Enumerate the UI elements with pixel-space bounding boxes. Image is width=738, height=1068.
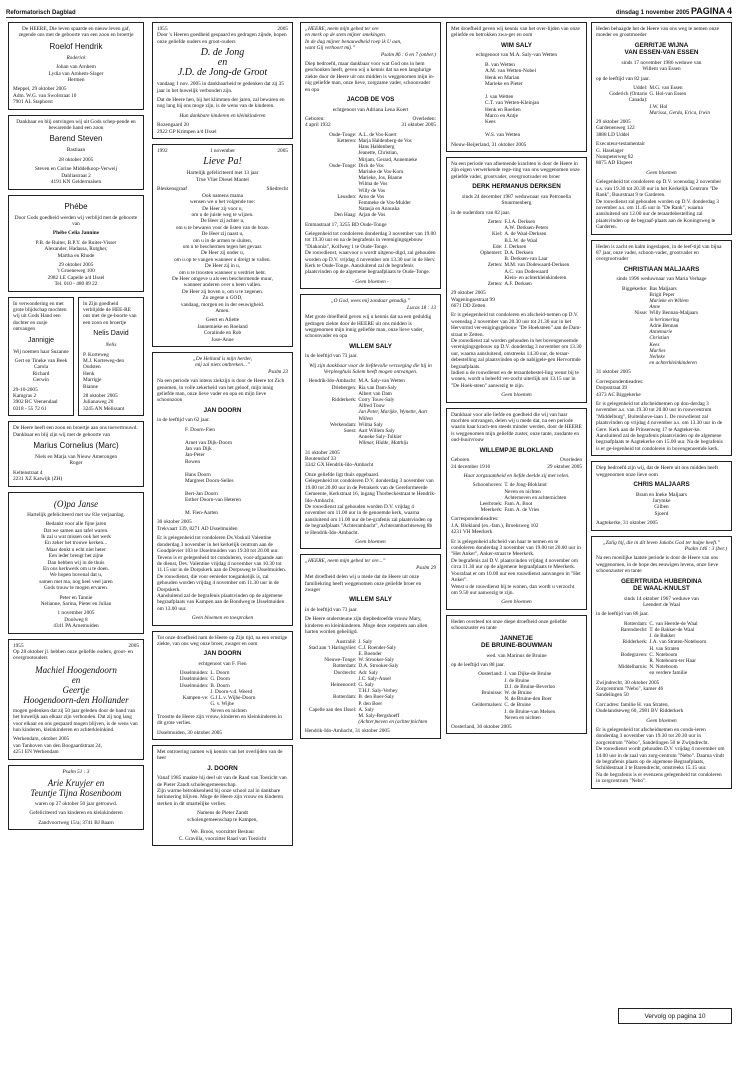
ad-correspondence: Executeur-testamentair G. Haselager Nunspeterweg 82 8075 AD Elspeet: [596, 141, 646, 167]
ad-subname: sinds 1996 weduwnaar van Maria Verhage: [616, 276, 707, 283]
ad-name: JANNETJE DE BRUINE-BOUWMAN: [480, 634, 552, 650]
ad-address: Keltenstraat 4 2231 XZ Katwijk (ZH): [13, 469, 63, 483]
ad-age: op de leeftijd van 82 jaar.: [596, 75, 650, 82]
ad-signature: Peter en Tannie Nelianne, Sarina, Pieter en Julian: [40, 594, 112, 607]
ad-name: GERRITJE WIJNA VAN ESSEN-VAN ESSEN: [624, 41, 699, 57]
ad-quote: „HEERE, neem mijn gebed ter ore en merk op de stem mijner smekingen. In de dag mijner benauwdheid roep ik U aan, want Gij verhoort mij.”: [305, 26, 402, 52]
ad-verse: Psalm 51 : 3: [62, 768, 90, 775]
ad-footer: - Geen bloemen -: [352, 278, 389, 285]
ad-name: Roelof Hendrik: [49, 41, 103, 51]
ad-intro: Met grote droefheid geven wij u kennis dat na een geduldig gedragen ziekte door de HEERE uit ons midden is weggenomen mijn innig geliefde man, onze lieve vader, schoonvader en opa: [305, 314, 432, 340]
ad-subname: echtgenoot van Adriana Lena Koert: [332, 106, 409, 113]
ad-signature: Geert en Aliette Jannemieke en Roeland Coralinde en Rob Jose-Anne: [197, 317, 248, 343]
anniversary-ad-hoogendoorn: [8, 639, 144, 760]
ad-fullname: Phébe Celia Jannine: [52, 230, 100, 237]
ad-intro: Met droefheid geven wij kennis van het over-lijden van onze geliefde en betrokken zwa-ger en oom: [451, 26, 580, 39]
ad-address: IJsselmuiden, 30 oktober 2005: [157, 729, 223, 736]
ad-intro: Op 28 oktober jl. hebben onze geliefde ouders, groot- en overgrootouders: [13, 649, 133, 662]
ad-name: JACOB DE VOS: [346, 96, 395, 104]
ad-body: Er is gelegenheid afscheid van haar te nemen en te condoleren donderdag 3 november van 19.00 tot 20.00 uur in "Het Anker", Anker-straat te Meerkerk. De begrafenis zal D.V. plaatsvinden vrijdag 4 november om circa 11.30 uur op de algemene begraafplaats te Meerkerk. Voorafaat er om 10.00 uur een rouwdienst aanvangen in "Het Anker". Wenst u de rouwdienst bij te wonen, dan wordt u verzocht om 9.50 uur aanwezig te zijn.: [451, 538, 581, 596]
ad-address: Zandvoortweg 15/a; 3741 BJ Baarn: [38, 819, 114, 826]
ad-intro: Door Gods goedheid werden wij verblijd met de geboorte van: [14, 214, 138, 227]
ad-subname: sinds 17 november 1986 weduwe van Willem van Essen: [621, 59, 702, 73]
birth-ads-pair: [8, 297, 144, 422]
ad-subname: Nelis: [105, 342, 117, 349]
obituary-ad-derksen: [446, 157, 587, 403]
ad-family: B. van Wetten A.M. van Wetten-Nobel Henk en Marian Marieke en Pieter J. van Wetten C.T. van Wetten-Kleinjan Henk en Roelien Marco en Antje Kees W.S. van Wetten: [485, 61, 540, 139]
ad-quote: „HEERE, neem mijn gebed ter ore...”: [305, 558, 386, 565]
ad-name: Machiel Hoogendoorn en Geertje Hoogendoorn-den Hollander: [23, 664, 129, 705]
ad-name: CHRIS MALJAARS: [633, 481, 690, 488]
ad-quote-ref: Psalm 146 : 3 (ber.): [684, 545, 727, 552]
ad-name: Lieve Pa!: [203, 156, 242, 168]
ad-address: 28 oktober 2005 Julianaweg 20 3245 AN Melissant: [83, 393, 125, 412]
ad-age: in de leeftijd van 73 jaar.: [305, 606, 358, 613]
birth-ad-roelof: [8, 22, 144, 110]
continued-on-page-link[interactable]: [618, 1008, 732, 1024]
ad-address: Nieuw-Beijerland, 31 oktober 2005: [451, 141, 527, 148]
ad-body: Gelegenheid tot condoleren donderdag 3 november van 19.00 tot 19.30 uur en na de begrafenis in verenigingsgebouw "Diakonia", Kolfweg 1 te Oude-Tonge. De rouwdienst, waarvoor u wordt uitgeno-digd, zal gehouden worden op D.V. vrijdag 4 november om 13.30 uur in de Herv. Kerk te Oude-Tonge. Aansluitend zal de begrafenis plaatsvinden op de algemene begraafplaats te Oude-Tonge.: [305, 231, 436, 276]
ad-address: 30 oktober 2005 Trekvaart 139, 8271 AD IJsselmuiden: [157, 519, 238, 532]
ad-family-table: Rotterdam: C. van Heerde-de Waal Barendrecht: T. de Bakker-de Waal J. de Bakker Ridderkerk: J.A. van Straten-Noteboom H. van Straten Bodegraven: C. Noteboom R. Noteboom-ter Haar Middelharnis: N. Noteboom en verdere familie: [618, 620, 707, 677]
ad-dates: Geboren 24 december 1916 Overleden 29 oktober 2005: [451, 457, 582, 470]
ad-correspondence: Correspondentieadres: Dorpsstraat 39 4373 AC Biggekerke: [596, 378, 644, 398]
ad-quote-ref: Lucas 18 : 13: [407, 304, 436, 311]
ad-date: 28 oktober 2005: [58, 156, 94, 163]
ad-intro: Dankbaar en blij ontvingen wij uit Gods schep-pende en bewarende hand een zoon: [16, 118, 136, 132]
ad-intro: Hartelijk gefeliciteerd met uw 83e verjaardag.: [27, 511, 125, 518]
ad-intro: Door 's Heeren goedheid gespaard en gedragen zijnde, hopen onze geliefde ouders en groot-ouders: [157, 32, 287, 45]
ad-address: Zwijndrecht, 30 oktober 2005 Zorgcentrum "Nebo", kamer 46 Sandelingen 50: [596, 679, 664, 699]
ad-address: Steven en Corine Middelkoop-Verweij Dahliastraat 2 4191 KN Geldermalsen: [35, 166, 117, 186]
obituary-ad-school: [152, 745, 293, 846]
birth-ad-nelis: [78, 297, 144, 417]
obituary-ad-van-essen: [591, 22, 732, 235]
ad-subname: Bastiaan: [66, 147, 86, 154]
ad-age: in de leeftijd van 86 jaar.: [596, 611, 649, 618]
obituary-ad-chris-maljaars: [591, 461, 732, 530]
ad-name: (O)pa Janse: [53, 498, 99, 509]
ad-family: Bram en Ineke Maljaars Jarymke Gilben Sjoerd: [635, 491, 688, 517]
ad-intro: Diep bedroefd zijn wij, dat de Heere uit ons midden heeft weggenomen onze lieve oom: [596, 465, 718, 478]
ad-name: Jannigje: [27, 336, 55, 344]
ad-name: DERK HERMANUS DERKSEN: [472, 183, 561, 191]
ad-family-table: IJsselmuiden: L. Doorn IJsselmuiden: G. Doorn IJsselmuiden: B. Doorn J. Doorn-v.d. Weerd Kampen-ve: G.J.L.v. Wijhe-Doorn G. v. Wijhe Neven en nichten: [179, 670, 256, 714]
ad-subname: sinds 14 oktober 1967 weduwe van Leendert de Waal: [624, 595, 699, 608]
ad-footer: Geen bloemen: [501, 392, 532, 399]
ad-family-table: Biggekerke: Bas Maljaars Brigit Peper Marieke en Willem Anne Nisse: Willy Bennan-Maljaars in herinnering Adrie Bennan Annemarie Christian Kees Marlies Nelleke en achterkleinkinderen: [622, 285, 699, 367]
birth-ad-barend: [8, 115, 144, 190]
birthday-ad-lieve-pa: [152, 144, 293, 347]
obituary-ad-blokland: [446, 408, 587, 610]
ad-name: J. DOORN: [207, 764, 238, 772]
ad-year-end: 2005: [128, 642, 139, 649]
ad-age: in de leeftijd van 73 jaar.: [305, 353, 358, 360]
ad-address: Werkendam, oktober 2005 van Tanhoven van den Boogaardstraat 24, 4251 EN Werkendam: [13, 736, 102, 756]
ad-year-start: 1992: [157, 148, 168, 155]
ad-name: Marius Cornelius (Marc): [33, 441, 119, 451]
ad-subname: Roderick: [66, 54, 86, 61]
ad-intro: Met ontroering namen wij kennis van het overlijden van de heer: [157, 748, 283, 762]
page-date: dinsdag 1 november 2005 PAGINA 4: [615, 6, 732, 16]
ad-intro: Na een periode van afnemende krachten is door de Heere in zijn eigen verwerkende rege-ring van ons weggenomen onze geliefde vader, grootvader, overgrootvader en broer: [451, 161, 580, 180]
column-5: [591, 22, 732, 794]
ad-quote: „Zalig hij, die in dit leven Jakobs God ter hulpe heeft.”: [602, 539, 721, 546]
ad-age: in de leeftijd van 62 jaar.: [157, 417, 210, 424]
ad-parents: Gert en Tineke van Beek Carola Richard Gerwin: [14, 358, 68, 384]
ad-poem: Ook namens mama wensen we u het volgende toe: De Heer zij voor u, om u de juiste weg te wijzen. De Heer zij achter u, om u te bewaren voor de listen van de boze. De Heer zij naast u, om u in de armen te sluiten, om u te beschermen tegen het gevaar. De Heer zij onder u, om u op te vangen wanneer u dreigt te vallen. De Heer zij in u, om u te troosten wanneer u verdriet hebt. De Heer omgeve u als een beschermende muur, wanneer anderen over u heen vallen. De Heer zij boven u, om u te zegenen. Zo zegene u GOD, vandaag, morgen en in der eeuwigheid. Amen.: [172, 192, 273, 314]
ad-body: Vanaf 1985 maakte hij deel uit van de Raad van Toezicht van de Pieter Zandt scholengemeenschap. Zijn warme betrokkenheid bij onze school zal in dankbare herinnering blijven. Moge de Heere zijn vrouw en kinderen sterken in dit smartelijke verlies.: [157, 775, 287, 807]
ad-quote: „De Heiland is mijn herder, mij zal niets ontbreken...”: [192, 356, 253, 369]
ad-family-table: Oude-Tonge: A.L. de Vos-Koert Ketteren: Marja Haldenberg-de Vos Hans Haldenberg Jeanette, Christian, Mirjam, Gerard, Annemieke Oude-Tonge: Dick de Vos Marinke de Vos-Kom Marieke, Jos, Bianne Wilma de Vos Willy de Vos Leusden: Arno de Vos Femmeke de Vos-Mulder Natasja en Annuska Den Haag: Arjan de Vos: [329, 131, 418, 219]
column-2: [152, 22, 293, 851]
ad-intro: Na een moeilijke laatste periode is door de Heere van ons weggenomen, in de hope des eeuwigen levens, onze lieve schoonzuster en tante: [596, 555, 719, 575]
ad-year-end: 2005: [277, 26, 288, 32]
ad-name: JAN DOORN: [203, 406, 242, 414]
ad-intro: Dankbaar voor alle liefde en goedheid die wij van haar mochten ontvangen, delen wij u mede dat, na een periode waarin haar krach-ten steeds minder werden, door de HEERE is weggenomen mijn geliefde zuster, onze tante, zusdante en oud-buurvrouw: [451, 411, 582, 444]
ad-body: waren op 27 oktober 50 jaar getrouwd.: [34, 801, 118, 808]
ad-address: Oosterland, 30 oktober 2005: [451, 723, 512, 730]
ad-name: D. de Jong en J.D. de Jong-de Groot: [177, 47, 268, 79]
ad-intro: De Heere heeft een zoon en broertje aan ons toevertrouwd. Dankbaar en blij zijn wij met de geboorte van: [13, 425, 138, 438]
ad-intro: Heden overleed tot onze diepe droefheid onze geliefde schoonzuster en tante: [451, 618, 567, 632]
ad-footer: Geen bloemen: [646, 717, 677, 724]
ad-family-table: Uddel: M.G. van Essen Goderich (Ontario Canada): G. Hol-van Essen J.W. Hol Marissa, Gerda, Erica, Irwin: [609, 85, 711, 116]
ad-parents: Niels en Marja van Nieuw Amerongen Roger: [35, 454, 117, 467]
ad-quote-ref: Psalm 23: [268, 368, 288, 375]
birth-ad-phebe: [8, 195, 144, 292]
ad-footer: Geen bloemen en toespraken: [191, 615, 254, 622]
ad-address: 31 oktober 2005 Boutenshof 33 3342 GX Hendrik-Ido-Ambacht: [305, 449, 374, 469]
ad-family-table: Zetten: F.J.A. Derksen A.W. Derksen-Peters Kiel: A. de Waal-Derksen B.L.W. de Waal Ede: J. Derksen Ophemert: D.A. Derksen B. Derksen-van Laar Zetten: M.M. van Dodewaard-Derksen A.C. van Dodewaard Klein- en achterkleinkinderen Zetten: A.F. Derksen: [480, 218, 570, 287]
ad-poem: Bedankt voor alle fijne jaren Dat we samen aan tafel waren. Ik zal u wat missen ook het werk En zeker het trouwe kerken... Maar denkt u echt niet beter Een ieder brengt het zijne Dan hebben wij in de thuis En ons kerkwerk om u te doen. We hopen bovenal dat u, samen met ma, nog heel veel jaren Gods trouw te mogen ervaren.: [39, 521, 113, 592]
ad-name: Phébe: [64, 201, 88, 211]
column-3: [300, 22, 441, 744]
ad-subname: sinds 24 december 1987 weduwnaar van Petronella Stuurmenberg: [462, 193, 571, 207]
ad-intro: De HEERE, Die leven spaarde en nieuw leven gaf, zegende ons met de geboorte van een zoon en broertje: [18, 26, 134, 39]
ad-footer: Geen bloemen: [501, 599, 532, 606]
ad-name: WILLEM SALY: [349, 342, 392, 350]
obituary-ad-wim-saly: [446, 22, 587, 152]
ad-year-start: 1955: [13, 642, 24, 649]
ad-address: Rozengaard 20 2922 GP Krimpen a/d IJssel: [157, 122, 217, 135]
ad-name: Barend Steven: [49, 134, 103, 144]
ad-signature: Hun dankbare kinderen en kleinkinderen: [179, 112, 266, 119]
ad-body: Gelegenheid tot condoleren op D.V. woensdag 2 november a.s. van 19.30 tot 20.30 uur in het Kerkelijk Centrum "De Rank", Buurstraat 9 te Garderen. De rouwdienst zal gehouden worden op D.V. donderdag 3 november a.s. om 11.45 uur in "De Rank", waarna aansluitend om 12.00 uur de teraardebestelling zal plaatsvinden op de begraaf-plaats aan de Koningsweg te Garderen.: [596, 179, 722, 231]
ad-age: op de leeftijd van 88 jaar.: [451, 661, 505, 668]
ad-subname: echtgenoot van F. Fien: [198, 660, 247, 667]
ad-age: in de ouderdom van 82 jaar.: [451, 209, 511, 216]
ad-body: Er is gelegenheid tot afscheidnemen op don-derdag 3 november a.s. van 19.30 tot 20.00 uur in rouwcentrum "Middelburg", Buitenhove-laan 1. De rouwdienst zal plaatsvinden op vrijdag 4 november a.s. om 13.30 uur in de Gere. Kerk aan de Prinsenweg 17 te Aagteker-ke. Aansluitend zal de begrafenis plaatsvinden op de algemene begraafplaats te Aagtekerke om 15.00 uur. Na de begrafenis is er ge-legenheid tot condoleren in bovengenoemde kerk.: [596, 400, 723, 452]
obituary-ad-maljaars: [591, 240, 732, 457]
ad-parents: P.B. de Ruiter, B.P.Y. de Ruiter-Visser Alexander, Hadassa, Rutgher, Martha en Rhode: [35, 239, 117, 259]
obituary-ad-jan-doorn-family: [152, 631, 293, 740]
ad-correspondence: Correspondentieadres: J.A. Blokland (ex.-fam.), Broeksweg 102 4231 VH Meerkerk: [451, 516, 539, 536]
ad-intro: Na een periode van intens ziekzijn is door de Heere tot Zich genomen, in volle zekerheid van het geloof, mijn innig geliefde man, onze lieve vader en opa en mijn lieve schoonzoon: [157, 378, 285, 404]
ad-footer: Geen bloemen: [646, 169, 677, 176]
ad-body: Er is gelegenheid tot condoleren Ds.Voskuil Valentine donderdag 3 november in het kerkelijk centrum aan de Goudplevier 103 te IJsselmuiden van 19.30 tot 20.00 uur. Tevens is er gelegenheid tot condoleren, voor-afgaande aan de dienst, Dev. Valentine vrijdag 4 november van 10.30 tot 11.15 uur in de Dorpskerk aan de Dorpsweg te IJsselmuiden. De rouwdienst, die voor eenieder toegankelijk is, zal gehouden worden vrijdag 4 november om 11.30 uur in de Dorpskerk. Aansluitend zal de begrafenis plaatsvinden op de algemene begraafplaats van Kampen aan de Bondweg te IJsselmuiden om 13.00 uur.: [157, 535, 287, 612]
ad-year-end: 2005: [277, 148, 288, 155]
ad-quote-ref: Psalm 86 : 6 en 7 (onber.): [380, 51, 436, 58]
ad-intro: Diep bedroefd, maar dankbaar voor wat God ons in hem geschonken heeft, geven wij u kennis dat na een langdurige ziekte door de Heere uit ons midden is weggenomen mijn in-nig geliefde man, onze lieve, zorgzame vader, schoonvader en opa: [305, 61, 435, 93]
ad-footer: Geen bloemen: [355, 538, 386, 545]
ad-wish: Dat de Heere hen, bij het klimmen der jaren, zal bewaren en nog lang bij ons moge zijn, is de wens van de kinderen.: [157, 97, 285, 110]
ad-location-left: Bleskensgraaf: [157, 186, 188, 193]
ad-intro: Heden behaagde het de Heere van ons weg te nemen onze moeder en grootmoeder: [596, 26, 719, 39]
ad-address: Emmastraat 17, 3255 BD Oude-Tonge: [305, 221, 387, 228]
ad-intro: Met droefheid delen wij u mede dat de Heere uit onze familiekring heeft weggenomen onze geliefde broer en zwager: [305, 574, 422, 593]
ad-body: Er is gelegenheid tot afscheidnemen en condo-leren donderdag 3 november van 19.30 tot 20.30 uur in zorgcentrum "Nebo", Sandelingen 50 te Zwijndrecht. De rouwdienst wordt gehouden D.V. vrijdag 4 november om 14.00 uur in de zaal van zorg-centrum "Nebo". Daarna vindt de begrafenis plaats op de algemene Begraafplaats, Schildestraat 3 te Barendrecht, omstreeks 15.15 uur. Na de begrafenis is er evenzens gelegenheid tot condoleren in zorgcentrum "Nebo".: [596, 727, 725, 785]
ad-address: 29 oktober 2005 Wageningsestraat 99 6671 DD Zetten: [451, 290, 495, 309]
ad-address: 1 november 2005 Doolweg 8 4341 PA Arnemuiden: [53, 610, 99, 630]
ad-year-start: 1955: [157, 26, 168, 32]
ad-name: CHRISTIAAN MALJAARS: [623, 265, 700, 273]
ad-parents: Johan van Arnhem Lydia van Arnhem-Slager Hermen: [48, 64, 104, 84]
ad-quote: „O God, wees mij zondaar genadig.”: [330, 298, 411, 305]
continued-label: Vervolg op pagina 10: [644, 1012, 706, 1020]
ad-subname: wed. van Marinus de Bruine: [486, 652, 547, 659]
ad-date: 31 oktober 2005: [596, 369, 631, 376]
ad-body: mogen gedenken dat zij 50 jaar geleden door de band van het huwelijk aan elkaar zijn verbonden. Dat zij nog lang voor elkaar en ons gespaard mogen blijven, is de wens van hun kinderen, kleinkinderen en achterkleinkind.: [13, 707, 138, 734]
ad-address: 29-10-2005 Kamgras 2 3902 BC Veenendaal 0318 - 55 72 61: [13, 386, 58, 412]
ad-correspondence: Corr.adres: familie H. van Straten, Oudelandseweg 60, 2981 BV Ridderkerk: [596, 701, 684, 715]
birthday-ad-opa-janse: [8, 492, 144, 634]
column-1: [8, 22, 144, 835]
ad-location-right: Sliedrecht: [266, 186, 288, 193]
ad-address: Aagtekerke, 31 oktober 2005: [596, 520, 658, 527]
ad-name: WILLEM SALY: [349, 596, 392, 604]
ad-intro: Heden is zacht en kalm ingeslapen, in de leef-tijd van bijna 87 jaar, onze vader, schoon-vader, grootvader en overgrootvader: [596, 243, 722, 263]
ad-address: 29 oktober 2005 Gardenenweg 122 3888 LD Uddel: [596, 119, 635, 138]
ad-signature: Namens de Pieter Zandt scholengemeenschap te Kampen, We. Broos, voorzitter Bestuur C. Gravilla, voorzitter Raad van Toezicht: [178, 810, 267, 842]
obituary-ad-de-waal: [591, 536, 732, 789]
page-header: [6, 2, 732, 18]
ad-family-table: Oosterland: J. van Dijke-de Bruine J. de Bruine D.J. de Bruine-Beverloo Bruinisse: W. de Bruine N. de Bruine-den Boer Geldermalsen: C. de Bruine J. de Bruine-van Melsen Neven en nichten: [472, 671, 556, 721]
obituary-ad-willem-saly: [300, 294, 441, 549]
ad-body: Er is gelegenheid tot condoleren en afscheid-nemen op D.V. woensdag 2 november van 20.30 uur tot 21.30 uur in het Hervormd ver-enigingsgebouw "De Hoeksteen" aan de Dam-straat te Zetten. De rouwdienst zal worden gehouden in het bovengenoemde verenigingsgebouw op D.V. donderdag 3 november om 13.30 uur, waarna aansluitend, omstreeks 14.30 uur, de teraar-debestelling zal plaatsvinden op de nabijgele-gen Hervormde begraafplaats. Indien u de rouwdienst en de teraardebestel-ling wenst bij te wonen, wordt u beleefd ver-zocht uiterlijk om 13.15 uur in "De Hoek-steen" aanwezig te zijn.: [451, 312, 582, 389]
publication-name: Reformatorisch Dagblad: [6, 10, 76, 16]
ad-family-table: Australië: J. Saly Stad aan 't Haringvliet: C.J. Roender-Saly E. Boender Nieuwe-Tonge: W. Strooker-Saly Rotterdam: D.A. Strooker-Saly Dordrecht: Adr. Saly J.C. Saly-Ansel Heinenoord: G. Saly T.H.J. Saly-Verhey Rotterdam: B. den Boer-Saly P. den Boer Capelle aan den IJssel: A. Saly M. Saly-Bergshoeff (Achter)neven en (achter)nichten: [308, 638, 428, 726]
ad-body: vandaag 1 nov. 2005 in dankbaarheid te gedenken dat zij 35 jaar in het huwelijk verbonden zijn.: [157, 81, 284, 94]
ad-signature: Gefeliciteerd van kinderen en kleinkinderen: [29, 810, 123, 817]
ad-intro: Hartelijk gefeliciteerd met 13 jaar True Vliet Diesel Mantel: [186, 170, 259, 183]
ad-quote-ref: Psalm 29: [416, 564, 436, 571]
obituary-ad-willem-saly-family: [300, 554, 441, 738]
ad-family-table: Schoonhoven: T. de Jong-Blokland Neven en nichten Achterneven en achternichten Leerbroek: Fam. A. Boot Meerkerk: Fam. A. de Vries: [472, 482, 567, 514]
ad-family: F. Doorn-Fien Arnet van Dijk-Doorn Jan van Dijk Jan-Peter Rowen Hans Doorn Margreet Doorn-Selles Bert-Jan Doorn Esther Doorn-van Heteren M. Fien-Aarten: [185, 426, 241, 517]
obituary-ad-jan-doorn: [152, 352, 293, 626]
ad-family-table: Hendrik-Ido-Ambacht: M.A. Saly-van Wetten Driebergen: Ria van Dam-Saly Albert van Dam Ridderkerk: Corry Touw-Saly Alfred Touw Jan Peter, Marijke, Wynette, Aart Willem Werkendam: Wilma Saly Soest: Aart Willem Saly Anneke Saly-Tolkier Wilmar, Hidde, Matthijs: [308, 378, 428, 447]
anniversary-ad-dejong: [152, 22, 293, 139]
ad-subname: Wij noemen haar Suzanne: [13, 348, 69, 355]
ad-address: Hendrik-Ido-Ambacht, 31 oktober 2005: [305, 728, 390, 735]
ad-name: Nelis David: [93, 330, 129, 338]
ad-intro: In verwondering en met grote blijdschap mochten wij uit Gods Hand een dochter en zusje ontvangen: [13, 300, 67, 333]
ad-intro: Tot onze droefheid nam de Heere op Zijn tijd, na een ernstige ziekte, van ons weg onze broer, zwager en oom: [157, 634, 288, 647]
ad-subname: echtgenoot van M.A. Saly-van Wetten: [476, 52, 557, 59]
birth-ad-marius: [8, 421, 144, 486]
ad-name: Arie Kruyjer en Teuntje Tijna Rosenboom: [30, 778, 122, 799]
birth-ad-jannigje: [8, 297, 74, 417]
ad-dates: Geboren: 4 april 1932 Overleden: 31 oktober 2005: [305, 115, 436, 129]
ad-note: Wij zijn dankbaar voor de liefdevolle verzorging die hij in Verpleeghuis Salem heeft mogen ontvangen.: [309, 362, 432, 376]
ad-quote: Haar zorgzaamheid en liefde deelde zij met velen.: [463, 473, 570, 480]
obituary-ad-jacob-de-vos: [300, 22, 441, 289]
ad-address: Meppel, 29 oktober 2005 Adm. W.G. van Swolstraat 10 7901 AL Staphorst: [13, 86, 77, 106]
column-4: [446, 22, 587, 739]
ad-body: Onze geliefde ligt thuis opgebaard. Gelegenheid tot condoleren D.V. donderdag 3 november van 19.00 tot 20.00 uur in de Petrakerk van de Gereformeerde Gemeente, Kerkstraat 16, ingang Thorbeckestraat te Hendrik-Ido-Ambacht. De rouwdienst zal gehouden worden D.V. vrijdag 4 november om 11.00 uur in de genoemde kerk, waarna aansluitend om 11.00 uur de be-grafenis zal plaatsvinden op de begraafplaats "Achterambacht", Achterambachtseweg 8b te Hendrik-Ido-Ambacht.: [305, 471, 436, 536]
ad-parents: P. Korteweg M.J. Korteweg-den Oudsten Henk Marrigje Bianne: [83, 351, 125, 390]
ad-name: WILLEMPJE BLOKLAND: [479, 446, 554, 454]
ad-body: De Heere ondersteune zijn diepbedroefde vrouw Mary, kinderen en kleinkinderen. Moge deze roepstem aan allen harten worden geheiligd.: [305, 616, 428, 636]
ad-address: 29 oktober 2005 't Groeneweg 100 2982 LE Capelle a/d IJssel Tel. 010 - 480 89 22: [47, 261, 105, 288]
ad-name: WIM SALY: [501, 41, 532, 49]
anniversary-ad-kruyjer: [8, 765, 144, 831]
ad-name: GEERTRUIDA HUBERDINA DE WAAL-KNULST: [621, 577, 702, 593]
ad-day: 1 november: [209, 148, 236, 155]
ad-body: Troostte de Heere zijn vrouw, kinderen en kleinkinderen in dit grote verlies.: [157, 713, 282, 727]
obituary-ad-de-bruine: [446, 615, 587, 735]
ad-name: JAN DOORN: [203, 650, 242, 658]
ad-intro: In Zijn goedheid verblijdde de HEE-RE ons met de ge-boorte van een zoon en broertje: [83, 300, 137, 326]
